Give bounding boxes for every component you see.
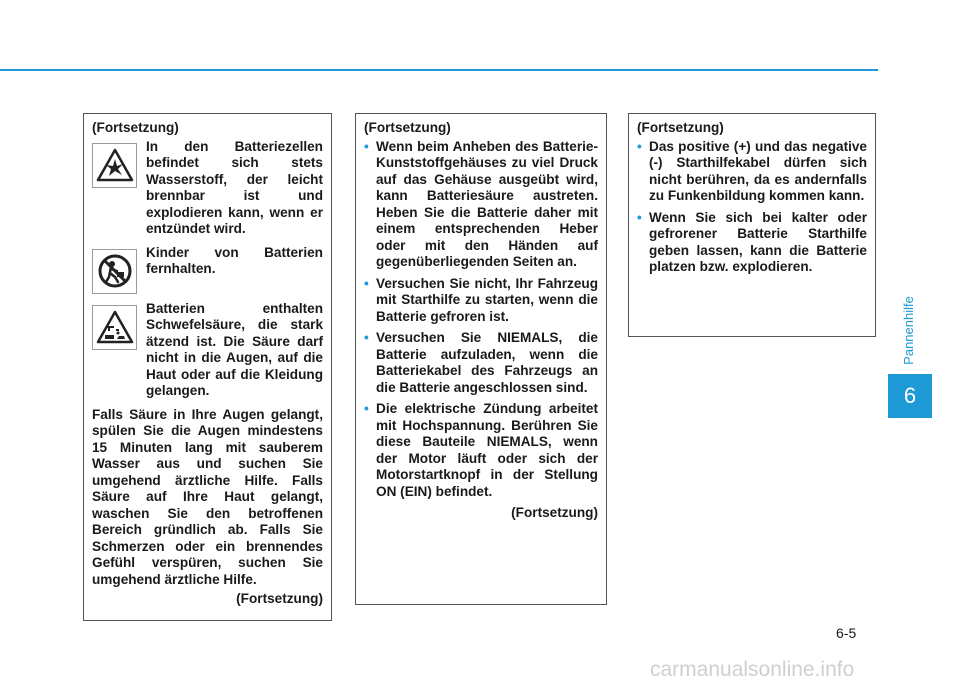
list-item: • Das positive (+) und das negative (-) Starthilfekabel dürfen sich nicht berühren, da es andernfalls zu Funkenbildung kommen kann. — [637, 139, 867, 205]
header-rule — [0, 69, 878, 71]
warning-text: In den Batteriezellen befindet sich stets Wasserstoff, der leicht brennbar ist und explodieren kann, wenn er entzündet wird. — [146, 138, 323, 236]
warning-list — [364, 139, 598, 501]
list-item: • Wenn Sie sich bei kalter oder gefrorener Batterie Starthilfe geben lassen, kann die Batterie platzen bzw. explodieren. — [637, 210, 867, 276]
continued-heading: (Fortsetzung) — [364, 120, 451, 135]
list-item: • Wenn beim Anheben des Batterie-Kunststoffgehäuses zu viel Druck auf das Gehäuse ausgeübt wird, kann Batteriesäure austreten. Heben Sie die Batterie daher mit einem entsprechenden Heber oder mit den Händen auf gegenüberliegenden Seiten an. — [364, 139, 598, 271]
chapter-tab: 6 — [888, 374, 932, 418]
page-number: 6-5 — [836, 625, 857, 641]
corrosive-acid-icon — [92, 305, 137, 350]
warning-box-1 — [83, 113, 332, 621]
section-side-title — [896, 290, 920, 370]
warning-item-explosion — [92, 139, 323, 238]
list-item: • Versuchen Sie NIEMALS, die Batterie aufzuladen, wenn die Batteriekabel des Fahrzeugs an die Batterie angeschlossen sind. — [364, 330, 598, 396]
warning-text: Batterien enthalten Schwefelsäure, die stark ätzend ist. Die Säure darf nicht in die Augen, auf die Haut oder auf die Kleidung gelangen. — [146, 300, 323, 398]
warning-box-2 — [355, 113, 607, 605]
warning-text: Kinder von Batterien fernhalten. — [146, 244, 323, 276]
keep-children-away-icon — [92, 249, 137, 294]
warning-box-3 — [628, 113, 876, 337]
list-item: • Die elektrische Zündung arbeitet mit Hochspannung. Berühren Sie diese Bauteile NIEMALS, wenn der Motor läuft oder sich der Motorstartknopf in der Stellung ON (EIN) befindet. — [364, 401, 598, 500]
list-item: • Versuchen Sie nicht, Ihr Fahrzeug mit Starthilfe zu starten, wenn die Batterie gefroren ist. — [364, 276, 598, 326]
continued-footer: (Fortsetzung) — [236, 591, 323, 606]
continued-footer: (Fortsetzung) — [511, 505, 598, 520]
explosion-warning-icon — [92, 143, 137, 188]
continued-heading: (Fortsetzung) — [637, 120, 724, 135]
warning-list — [637, 139, 867, 276]
watermark: carmanualsonline.info — [650, 658, 855, 681]
warning-item-acid — [92, 301, 323, 400]
section-side-title-text: Pannenhilfe — [900, 295, 916, 365]
acid-first-aid-paragraph: Falls Säure in Ihre Augen gelangt, spülen Sie die Augen mindestens 15 Minuten lang mit sauberem Wasser aus und suchen Sie umgehend ärztliche Hilfe. Falls Säure auf Ihre Haut gelangt, waschen Sie den betroffenen Bereich gründlich ab. Falls Sie Schmerzen oder ein brennendes Gefühl verspüren, suchen Sie umgehend ärztliche Hilfe. — [92, 406, 323, 587]
continued-heading: (Fortsetzung) — [92, 120, 179, 135]
warning-item-children — [92, 245, 323, 294]
